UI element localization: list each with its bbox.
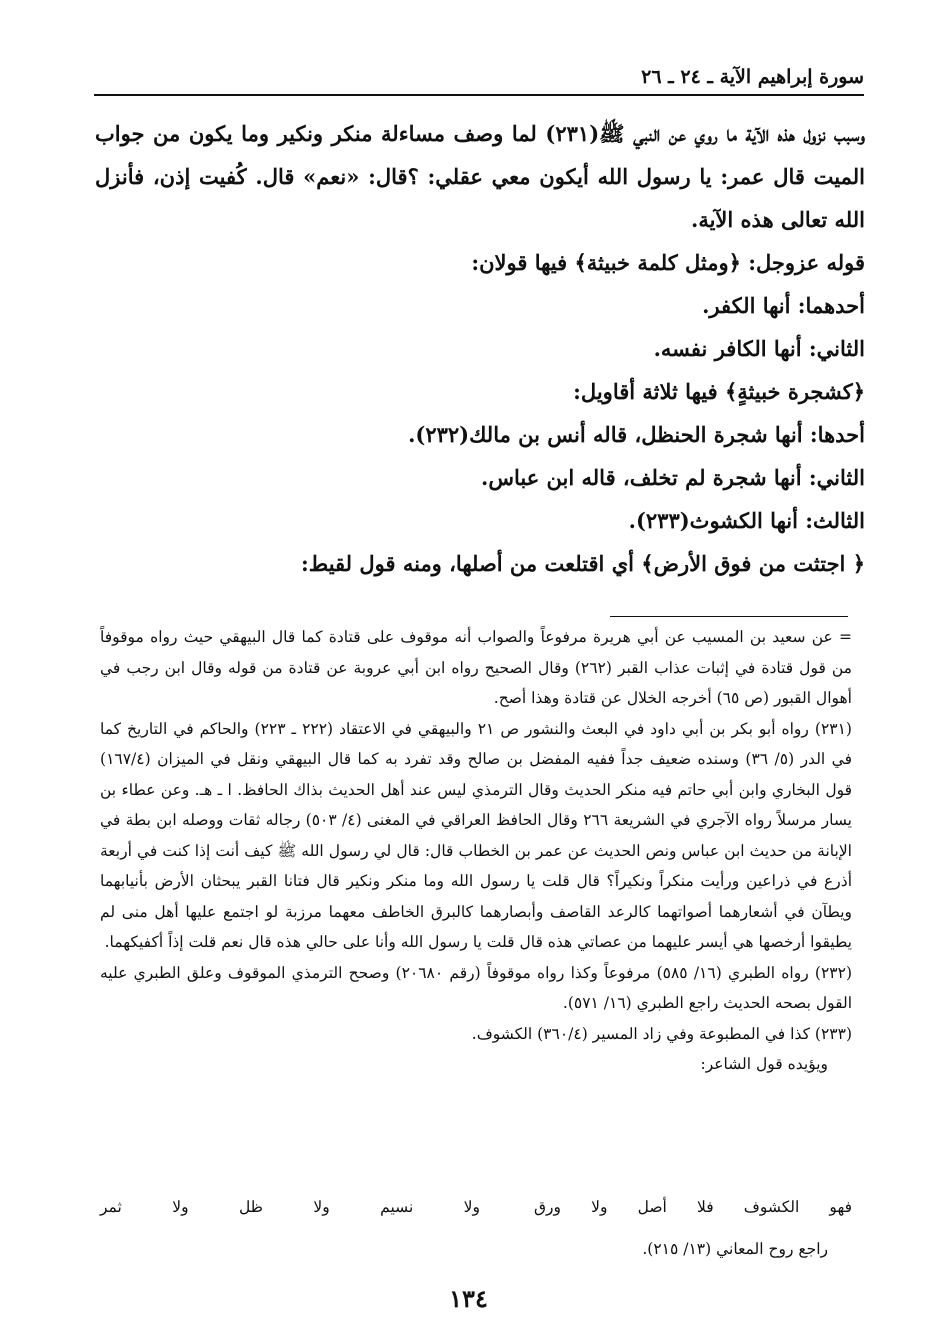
footnote: (٢٣٢) رواه الطبري (١٦/ ٥٨٥) مرفوعاً وكذا رواه موقوفاً (رقم ٢٠٦٨٠) وصحح الترمذي الموقوف وعلق الطبري عليه القول بصحه الحديث راجع الطبري (١٦/ ٥٧١). (100, 963, 852, 1012)
main-paragraph: الثاني: أنها شجرة لم تخلف، قاله ابن عباس. (481, 465, 865, 490)
main-paragraph: وسبب نزول هذه الآية ما روي عن النبي ﷺ(٢٣١) لما وصف مساءلة منكر ونكير وما يكون من جواب الميت قال عمر: يا رسول الله أيكون معي عقلي: ؟قال: «نعم» قال. كُفيت إذن، فأنزل الله تعالى هذه الآية. (95, 121, 866, 232)
poem-reference (100, 1234, 852, 1264)
main-paragraph: الثاني: أنها الكافر نفسه. (653, 336, 865, 361)
footnote-poem-intro: ويؤيده قول الشاعر: (700, 1055, 828, 1073)
main-paragraph: أحدهما: أنها الكفر. (702, 293, 865, 318)
footnote: (٢٣٣) كذا في المطبوعة وفي زاد المسير (٣٦٠/٤) الكشوف. (471, 1024, 852, 1043)
footnote-separator (610, 616, 848, 617)
running-header (94, 62, 864, 96)
footnote: = عن سعيد بن المسيب عن أبي هريرة مرفوعاً والصواب أنه موقوف على قتادة كما قال البيهقي حيث رواه موقوفاً من قول قتادة في إثبات عذاب القبر (٢٦٢) وقال الصحيح رواه ابن أبي عروبة عن قتادة من قوله وقال ابن رجب في أهوال القبور (ص ٦٥) أخرجه الخلال عن قتادة وهذا أصح. (100, 628, 852, 707)
main-paragraph: أحدها: أنها شجرة الحنظل، قاله أنس بن مالك(٢٣٢). (408, 422, 865, 447)
header-rule (94, 94, 864, 96)
page-number: ١٣٤ (449, 1284, 488, 1313)
footnote: (٢٣١) رواه أبو بكر بن أبي داود في البعث والنشور ص ٢١ والبيهقي في الاعتقاد (٢٢٢ ـ ٢٢٣) والحاكم في التاريخ كما في الدر (٥/ ٣٦) وسنده ضعيف جداً ففيه المفضل بن صالح وقد تفرد به كما قال البيهقي ونقل في الميزان (١٦٧/٤) قول البخاري وابن أبي حاتم فيه منكر الحديث وقال الترمذي ليس عند أهل الحديث بذاك الحافظ. ا ـ هـ. وعن عطاء بن يسار مرسلاً رواه الآجري في الشريعة ٢٦٦ وقال الحافظ العراقي في المغنى (٤/ ٥٠٣) رجاله ثقات ووصله ابن بطة في الإبانة من حديث ابن عباس ونص الحديث عن عمر بن الخطاب قال: قال لي رسول الله ﷺ كيف أنت إذا كنت في أربعة أذرع في ذراعين ورأيت منكراً ونكيراً؟ قال قلت يا رسول الله وما منكر ونكير قال فتانا القبر يبحثان الأرض بأنيابهما ويطآن في أشعارهما أصواتهما كالرعد القاصف وأبصارهما كالبرق الخاطف معهما مرزبة لو اجتمع عليها أهل منى لم يطيقوا أرخصها هي أيسر عليهما من عصاتي هذه قال قلت يا رسول الله وأنا على حالي هذه قال نعم قلت إذاً أكفيكهما. (100, 719, 852, 951)
footnotes (100, 622, 852, 1080)
main-paragraph: ﴿ اجتثت من فوق الأرض﴾ أي اقتلعت من أصلها، ومنه قول لقيط: (301, 551, 865, 576)
main-paragraph: الثالث: أنها الكشوث(٢٣٣). (628, 508, 865, 533)
main-text (95, 112, 865, 585)
poem-hemistich-second: ولا نسيم ولا ظل ولا ثمر (100, 1198, 480, 1216)
poem-reference-text: راجع روح المعاني (١٣/ ٢١٥). (642, 1240, 828, 1258)
main-paragraph: ﴿كشجرة خبيثةٍ﴾ فيها ثلاثة أقاويل: (573, 379, 865, 404)
poem-verse (100, 1192, 852, 1222)
header-title: سورة إبراهيم الآية ـ ٢٤ ـ ٢٦ (641, 66, 864, 88)
poem-hemistich-first: فهو الكشوف فلا أصل ولا ورق (534, 1198, 852, 1216)
main-paragraph: قوله عزوجل: ﴿ومثل كلمة خبيثة﴾ فيها قولان: (471, 250, 865, 275)
